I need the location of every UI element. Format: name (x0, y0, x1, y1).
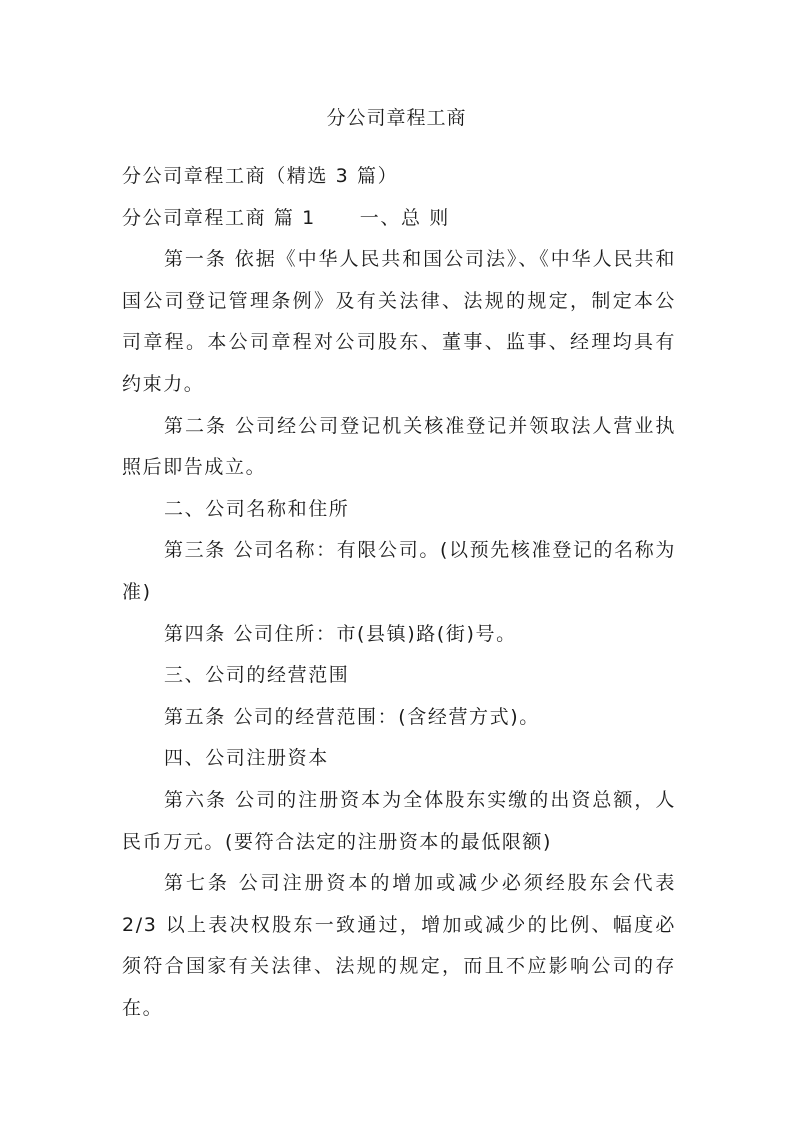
chapter-heading: 一、总 则 (359, 206, 450, 229)
paragraph-article-7: 第七条 公司注册资本的增加或减少必须经股东会代表 2/3 以上表决权股东一致通过，增加或减少的比例、幅度必须符合国家有关法律、法规的规定，而且不应影响公司的存在。 (122, 872, 676, 1019)
section-heading-line (122, 198, 676, 240)
paragraph-article-2: 第二条 公司经公司登记机关核准登记并领取法人营业执照后即告成立。 (122, 414, 676, 479)
paragraph-article-5: 第五条 公司的经营范围：(含经营方式)。 (164, 705, 540, 728)
chapter-heading-4: 四、公司注册资本 (164, 747, 329, 770)
paragraph-article-1: 第一条 依据《中华人民共和国公司法》、《中华人民共和国公司登记管理条例》及有关法律、法规的规定，制定本公司章程。本公司章程对公司股东、董事、监事、经理均具有约束力。 (122, 248, 676, 395)
paragraph-article-3: 第三条 公司名称：有限公司。(以预先核准登记的名称为准) (122, 539, 676, 603)
document-title: 分公司章程工商 (326, 107, 467, 129)
chapter-heading-3: 三、公司的经营范围 (164, 664, 350, 687)
document-subtitle: 分公司章程工商（精选 3 篇） (122, 165, 399, 187)
document-body (122, 156, 676, 1029)
paragraph-article-4: 第四条 公司住所：市(县镇)路(街)号。 (164, 622, 517, 645)
chapter-heading-2: 二、公司名称和住所 (164, 497, 350, 520)
section-label: 分公司章程工商 篇 1 (122, 206, 316, 229)
paragraph-article-6: 第六条 公司的注册资本为全体股东实缴的出资总额，人民币万元。(要符合法定的注册资本的最低限额) (122, 788, 676, 853)
